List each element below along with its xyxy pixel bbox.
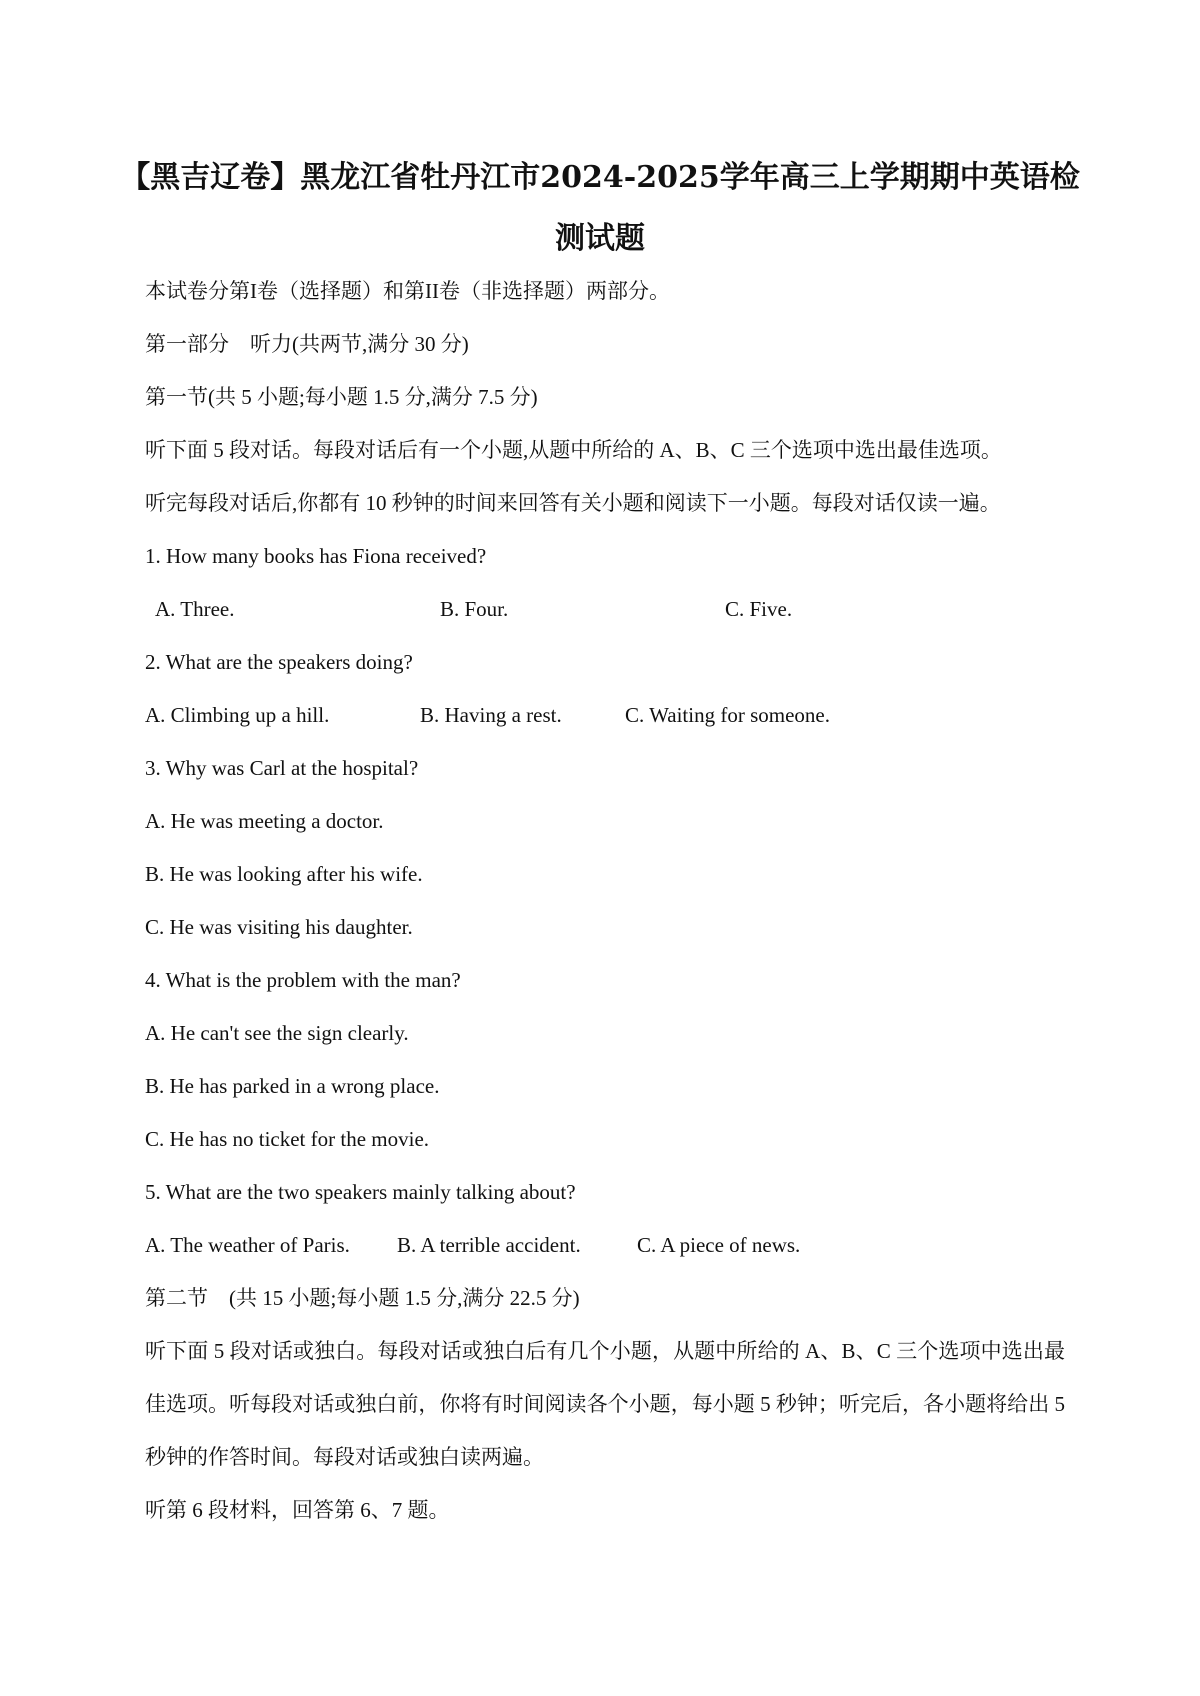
question-3-stem: 3. Why was Carl at the hospital? xyxy=(145,756,419,780)
question-5-stem: 5. What are the two speakers mainly talking about? xyxy=(145,1180,576,1204)
section1-heading: 第一节(共 5 小题;每小题 1.5 分,满分 7.5 分) xyxy=(145,385,538,409)
question-3-option-b: B. He was looking after his wife. xyxy=(145,862,423,886)
question-5-option-c: C. A piece of news. xyxy=(637,1233,801,1257)
exam-title-line-1: 【黑吉辽卷】黑龙江省牡丹江市2024-2025学年高三上学期期中英语检 xyxy=(120,160,1080,195)
question-1-option-c: C. Five. xyxy=(725,597,793,621)
question-2-option-c: C. Waiting for someone. xyxy=(625,703,830,727)
part1-heading: 第一部分 听力(共两节,满分 30 分) xyxy=(145,332,469,356)
question-2-option-a: A. Climbing up a hill. xyxy=(145,703,330,727)
question-3-option-c: C. He was visiting his daughter. xyxy=(145,915,413,939)
question-4-option-c: C. He has no ticket for the movie. xyxy=(145,1127,430,1151)
section1-instruction-2: 听完每段对话后,你都有 10 秒钟的时间来回答有关小题和阅读下一小题。每段对话仅读一遍。 xyxy=(145,491,1001,515)
question-1-option-b: B. Four. xyxy=(440,597,509,621)
question-4-stem: 4. What is the problem with the man? xyxy=(145,968,461,992)
section1-instruction-1: 听下面 5 段对话。每段对话后有一个小题,从题中所给的 A、B、C 三个选项中选出最佳选项。 xyxy=(145,438,1002,462)
question-2-stem: 2. What are the speakers doing? xyxy=(145,650,413,674)
section2-heading: 第二节 (共 15 小题;每小题 1.5 分,满分 22.5 分) xyxy=(145,1286,580,1310)
question-4-option-b: B. He has parked in a wrong place. xyxy=(145,1074,440,1098)
question-1-option-a: A. Three. xyxy=(155,597,235,621)
material-6-heading: 听第 6 段材料，回答第 6、7 题。 xyxy=(145,1498,450,1522)
exam-intro: 本试卷分第I卷（选择题）和第II卷（非选择题）两部分。 xyxy=(145,279,670,303)
question-1-stem: 1. How many books has Fiona received? xyxy=(145,544,487,568)
question-3-option-a: A. He was meeting a doctor. xyxy=(145,809,384,833)
question-2-option-b: B. Having a rest. xyxy=(420,703,562,727)
section2-instruction: 听下面 5 段对话或独白。每段对话或独白后有几个小题，从题中所给的 A、B、C 三个选项中选出最佳选项。听每段对话或独白前，你将有时间阅读各个小题，每小题 5 秒钟；听完后，各小题将给出 5 秒钟的作答时间。每段对话或独白读两遍。 xyxy=(145,1339,1065,1469)
question-5-option-a: A. The weather of Paris. xyxy=(145,1233,350,1257)
exam-title-line-2: 测试题 xyxy=(555,221,645,256)
question-4-option-a: A. He can't see the sign clearly. xyxy=(145,1021,409,1045)
question-5-option-b: B. A terrible accident. xyxy=(397,1233,581,1257)
